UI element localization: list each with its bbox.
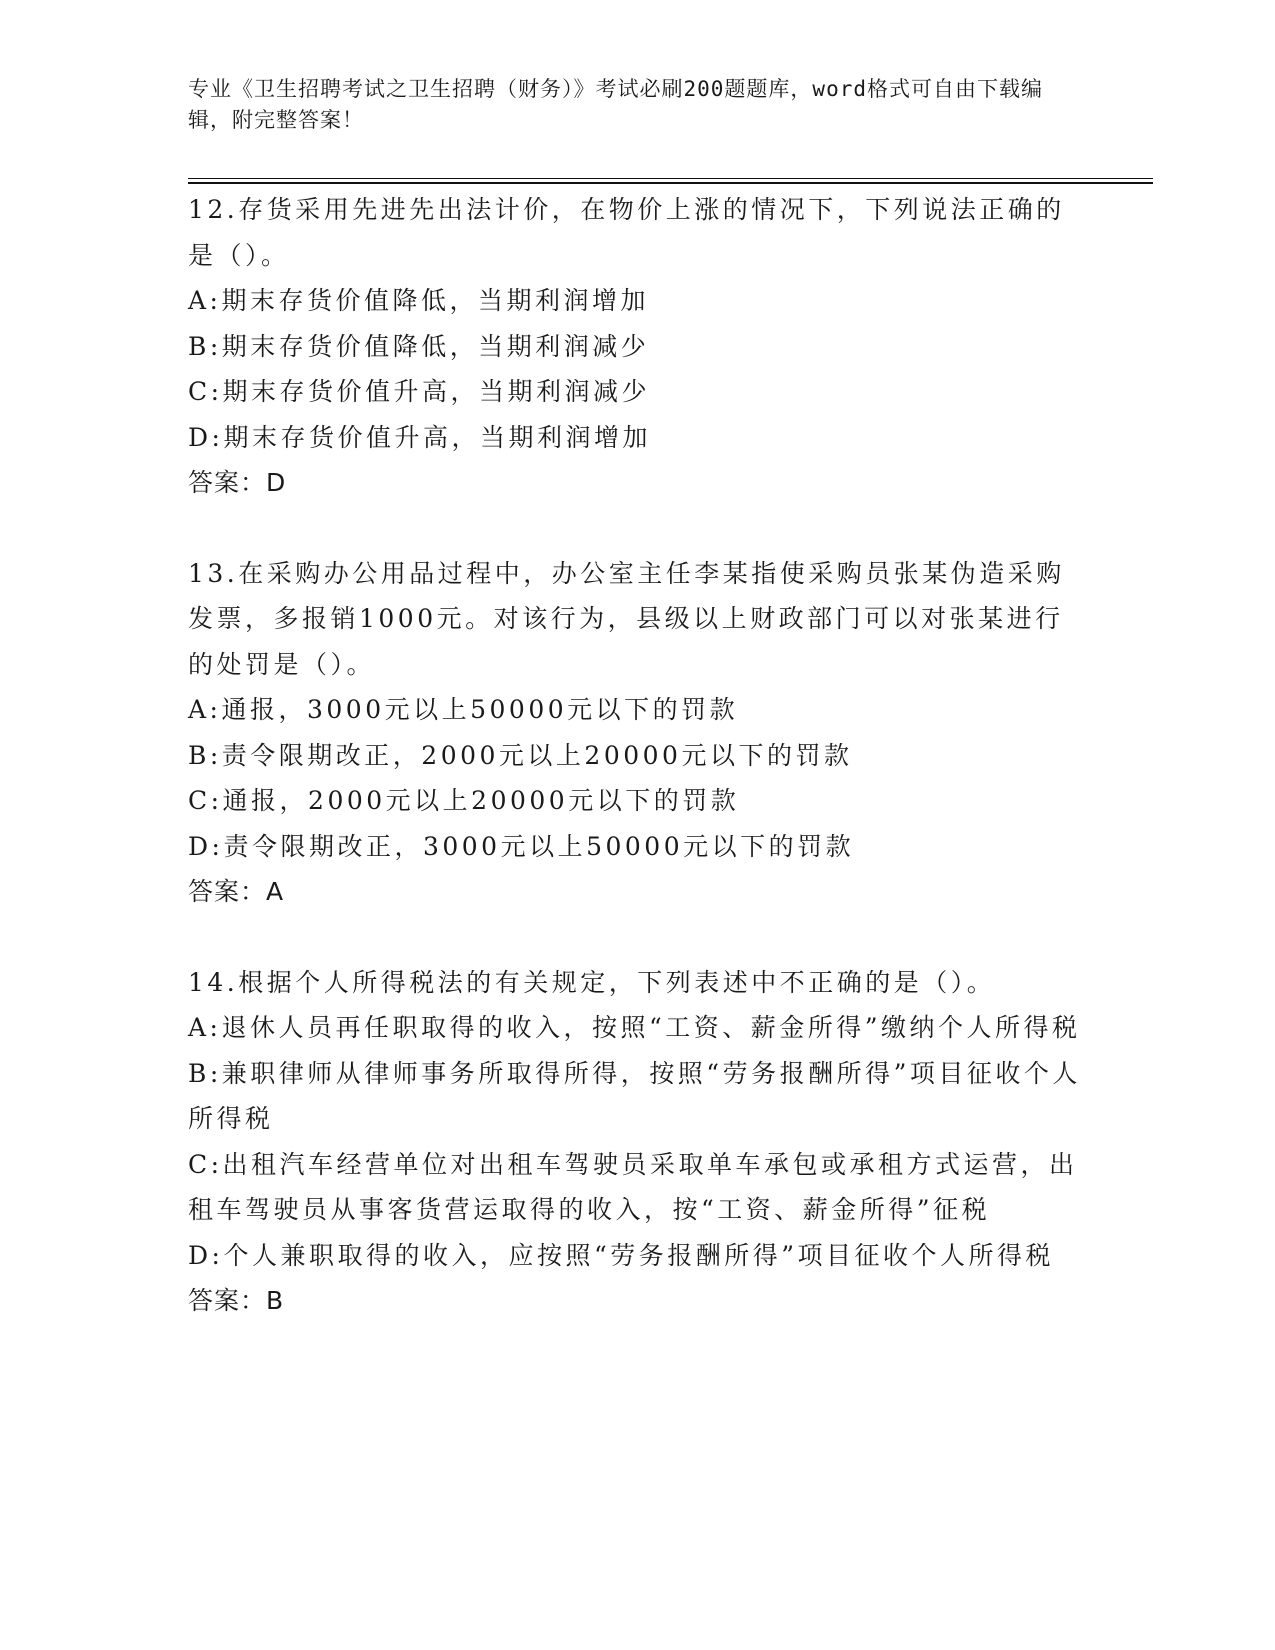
header-rule-thick bbox=[188, 182, 1153, 184]
answer-line: 答案：A bbox=[188, 877, 285, 906]
option-a: A:期末存货价值降低，当期利润增加 bbox=[188, 286, 649, 315]
option-a: A:退休人员再任职取得的收入，按照“工资、薪金所得”缴纳个人所得税 bbox=[188, 1013, 1081, 1042]
option-a: A:通报，3000元以上50000元以下的罚款 bbox=[188, 695, 739, 724]
document-header: 专业《卫生招聘考试之卫生招聘（财务）》考试必刷200题题库，word格式可自由下载编辑，附完整答案！ bbox=[188, 77, 1043, 132]
option-d: D:期末存货价值升高，当期利润增加 bbox=[188, 422, 651, 452]
answer-line: 答案：B bbox=[188, 1286, 285, 1315]
option-b: B:责令限期改正，2000元以上20000元以下的罚款 bbox=[188, 740, 853, 770]
option-b: B:兼职律师从律师事务所取得所得，按照“劳务报酬所得”项目征收个人所得税 bbox=[188, 1058, 1081, 1133]
question-12 bbox=[188, 187, 1088, 506]
question-stem: 12.存货采用先进先出法计价，在物价上涨的情况下，下列说法正确的是（）。 bbox=[188, 195, 1065, 270]
header-rule-thin bbox=[188, 178, 1153, 179]
question-stem: 14.根据个人所得税法的有关规定，下列表述中不正确的是（）。 bbox=[188, 967, 996, 997]
option-d: D:个人兼职取得的收入，应按照“劳务报酬所得”项目征收个人所得税 bbox=[188, 1240, 1055, 1270]
question-stem: 13.在采购办公用品过程中，办公室主任李某指使采购员张某伪造采购发票，多报销1000元。对该行为，县级以上财政部门可以对张某进行的处罚是（）。 bbox=[188, 558, 1065, 679]
option-d: D:责令限期改正，3000元以上50000元以下的罚款 bbox=[188, 831, 855, 861]
option-c: C:通报，2000元以上20000元以下的罚款 bbox=[188, 786, 740, 815]
question-14 bbox=[188, 960, 1088, 1324]
question-list bbox=[188, 187, 1088, 1324]
question-13 bbox=[188, 551, 1088, 915]
option-b: B:期末存货价值降低，当期利润减少 bbox=[188, 331, 650, 361]
option-c: C:出租汽车经营单位对出租车驾驶员采取单车承包或承租方式运营，出租车驾驶员从事客货营运取得的收入，按“工资、薪金所得”征税 bbox=[188, 1149, 1078, 1224]
answer-line: 答案：D bbox=[188, 468, 287, 497]
option-c: C:期末存货价值升高，当期利润减少 bbox=[188, 377, 651, 406]
